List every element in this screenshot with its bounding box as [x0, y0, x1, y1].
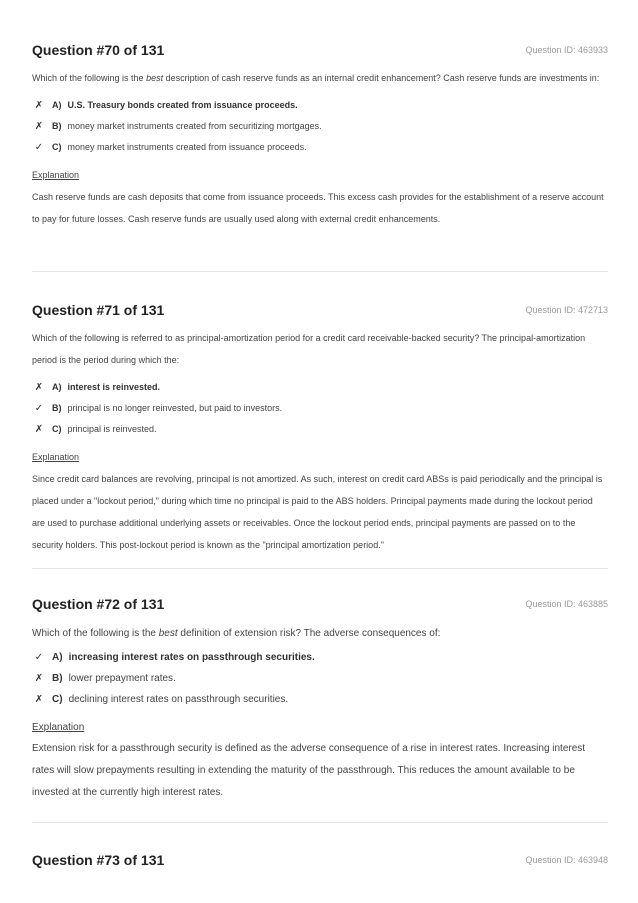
question-title: Question #72 of 131: [32, 596, 165, 612]
option-text: interest is reinvested.: [67, 382, 161, 392]
option-b[interactable]: [32, 398, 608, 419]
explanation-text: Cash reserve funds are cash deposits that come from issuance proceeds. This excess cash provides for the establishment of a reserve account to pay for future losses. Cash reserve funds are usually used along with external credit enhancements.: [32, 192, 604, 224]
question-id: Question ID: 463948: [525, 855, 608, 865]
question-title: Question #71 of 131: [32, 302, 165, 318]
option-b[interactable]: [32, 116, 608, 137]
question-id: Question ID: 463933: [525, 45, 608, 55]
question-id: Question ID: 472713: [525, 305, 608, 315]
question-header: [32, 596, 608, 616]
option-letter: A): [52, 652, 63, 663]
question-header: [32, 42, 608, 62]
answer-options: [32, 95, 608, 158]
option-letter: B): [52, 673, 63, 684]
stem-emphasis: best: [158, 628, 178, 639]
option-text: money market instruments created from securitizing mortgages.: [67, 121, 322, 131]
cross-icon: ✗: [34, 382, 44, 393]
question-stem: Which of the following is referred to as principal-amortization period for a credit card receivable-backed security? The principal-amortization period is the period during which the:: [32, 333, 586, 365]
question-title: Question #73 of 131: [32, 852, 165, 868]
explanation-label: Explanation: [32, 722, 85, 733]
divider: [32, 271, 608, 272]
explanation-label: Explanation: [32, 170, 80, 180]
option-letter: A): [52, 100, 62, 110]
divider: [32, 822, 608, 823]
cross-icon: ✗: [34, 121, 44, 132]
answer-options: [32, 377, 608, 440]
option-text: lower prepayment rates.: [68, 673, 176, 684]
option-letter: C): [52, 142, 62, 152]
question-id: Question ID: 463885: [525, 599, 608, 609]
option-text: increasing interest rates on passthrough securities.: [68, 652, 315, 663]
question-title: Question #70 of 131: [32, 42, 165, 58]
option-text: declining interest rates on passthrough securities.: [68, 694, 289, 705]
option-text: U.S. Treasury bonds created from issuance proceeds.: [67, 100, 298, 110]
option-text: principal is reinvested.: [67, 424, 157, 434]
cross-icon: ✗: [34, 424, 44, 435]
check-icon: ✓: [34, 652, 44, 663]
option-letter: A): [52, 382, 62, 392]
cross-icon: ✗: [34, 673, 44, 684]
question-70: [32, 42, 608, 230]
cross-icon: ✗: [34, 694, 44, 705]
check-icon: ✓: [34, 403, 44, 414]
option-letter: B): [52, 403, 62, 413]
question-71: [32, 302, 608, 556]
check-icon: ✓: [34, 142, 44, 153]
question-stem: Which of the following is the best definition of extension risk? The adverse consequences of:: [32, 628, 441, 639]
option-c[interactable]: [32, 419, 608, 440]
option-a[interactable]: [32, 377, 608, 398]
question-header: [32, 852, 608, 872]
question-73: [32, 852, 608, 872]
option-a[interactable]: [32, 647, 608, 668]
question-72: [32, 596, 608, 804]
option-text: money market instruments created from issuance proceeds.: [67, 142, 307, 152]
divider: [32, 568, 608, 569]
option-text: principal is no longer reinvested, but paid to investors.: [67, 403, 283, 413]
option-c[interactable]: [32, 689, 608, 710]
cross-icon: ✗: [34, 100, 44, 111]
option-c[interactable]: [32, 137, 608, 158]
option-letter: C): [52, 694, 63, 705]
answer-options: [32, 647, 608, 710]
option-a[interactable]: [32, 95, 608, 116]
option-b[interactable]: [32, 668, 608, 689]
explanation-text: Extension risk for a passthrough security is defined as the adverse consequence of a rise in interest rates. Increasing interest rates will slow prepayments resulting in extending the maturity of the passthrough. This reduces the amount available to be invested at the currently high interest rates.: [32, 743, 586, 798]
explanation-text: Since credit card balances are revolving, principal is not amortized. As such, interest on credit card ABSs is paid periodically and the principal is placed under a "lockout period," during which time no principal is paid to the ABS holders. Principal payments made during the lockout period are used to purchase additional underlying assets or receivables. Once the lockout period ends, principal payments are passed on to the security holders. This post-lockout period is known as the "principal amortization period.": [32, 474, 603, 550]
question-header: [32, 302, 608, 322]
option-letter: B): [52, 121, 62, 131]
option-letter: C): [52, 424, 62, 434]
stem-emphasis: best: [146, 73, 164, 83]
explanation-label: Explanation: [32, 452, 80, 462]
question-stem: Which of the following is the best description of cash reserve funds as an internal credit enhancement? Cash reserve funds are investments in:: [32, 73, 600, 83]
